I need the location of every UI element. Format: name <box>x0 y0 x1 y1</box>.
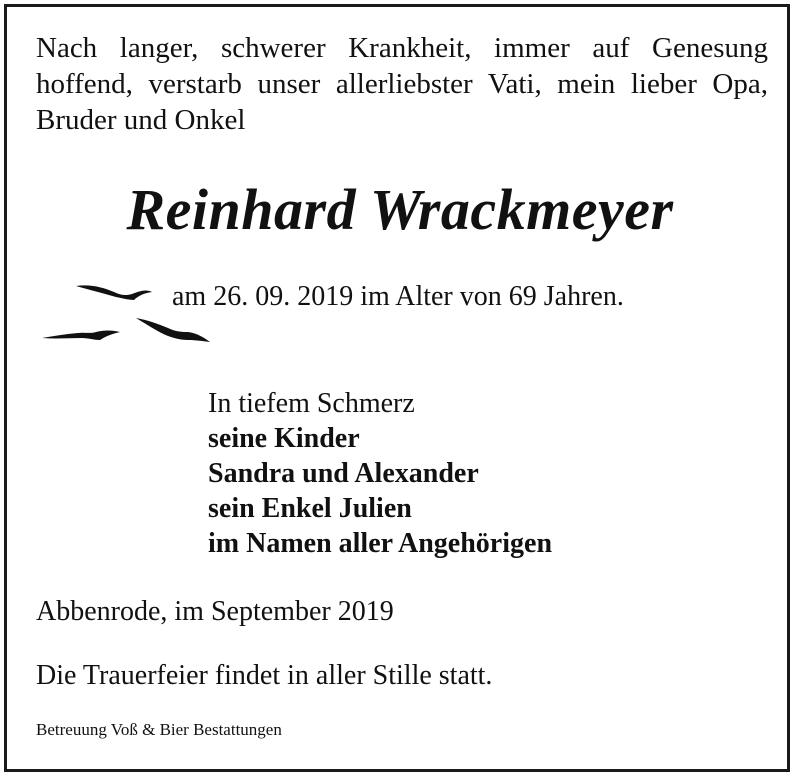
deceased-name: Reinhard Wrackmeyer <box>126 177 674 242</box>
intro-text <box>36 30 768 138</box>
intro-line-2: hoffend, verstarb unser allerliebster Vati, mein lieber Opa, <box>36 68 768 100</box>
funeral-note: Die Trauerfeier findet in aller Stille statt. <box>36 660 493 691</box>
intro-line-3: Bruder und Onkel <box>36 104 246 136</box>
mourner-line-3: sein Enkel Julien <box>208 493 412 524</box>
death-date-line: am 26. 09. 2019 im Alter von 69 Jahren. <box>172 281 624 312</box>
mourners-block <box>208 386 552 561</box>
mourner-line-2: Sandra und Alexander <box>208 458 479 489</box>
mourners-intro: In tiefem Schmerz <box>208 388 415 419</box>
bird-shape <box>42 331 120 341</box>
place-date: Abbenrode, im September 2019 <box>36 596 394 627</box>
intro-line-1: Nach langer, schwerer Krankheit, immer auf Genesung <box>36 32 768 64</box>
mourner-line-1: seine Kinder <box>208 423 360 454</box>
mourner-line-4: im Namen aller Angehörigen <box>208 528 553 559</box>
undertaker-credit: Betreuung Voß & Bier Bestattungen <box>36 720 282 739</box>
bird-shape <box>136 318 210 342</box>
bird-shape <box>76 285 152 300</box>
